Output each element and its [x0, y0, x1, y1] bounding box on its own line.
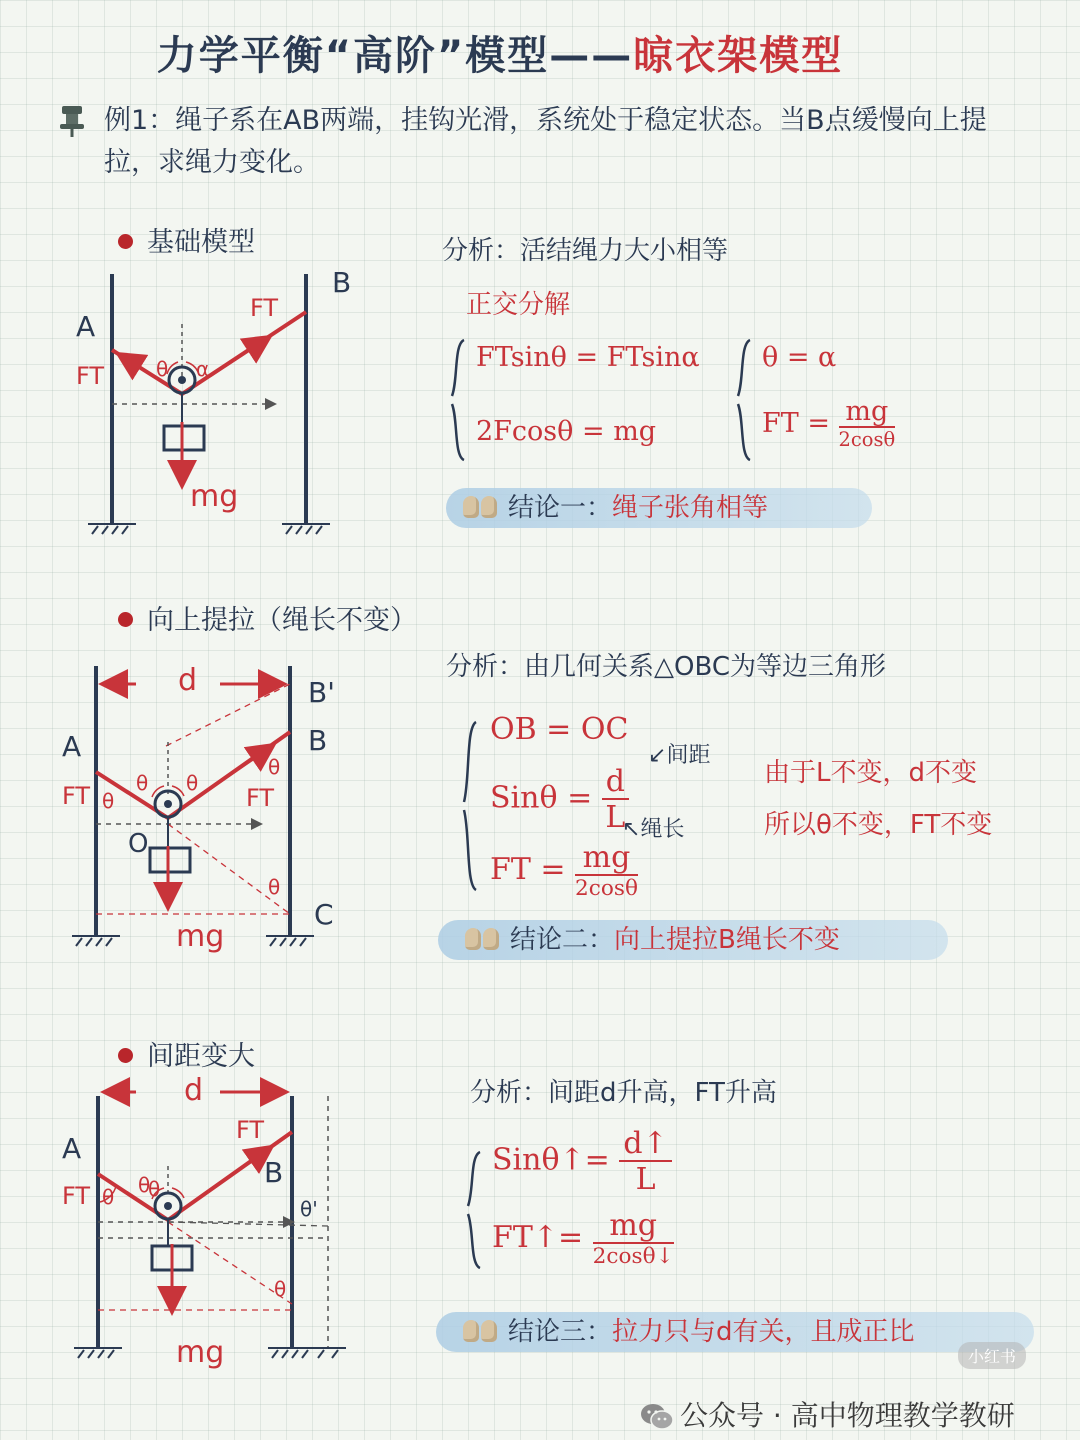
section2-brace — [458, 718, 480, 894]
section1-eq2: 2Fcosθ = mg — [476, 416, 657, 447]
rope — [112, 312, 306, 394]
label-B-prime: B' — [308, 676, 335, 709]
bullet-icon — [118, 234, 133, 249]
bullet-icon — [118, 1048, 133, 1063]
force-arrow-right — [196, 1148, 270, 1200]
section3-eq1: Sinθ↑= $\frac{d↑}{L}$ — [492, 1128, 672, 1195]
footer-account: 公众号 · 高中物理教学教研 — [640, 1394, 1015, 1434]
section3-eq2: FT↑= $\frac{mg}{2\cos\theta↓}$ — [492, 1208, 674, 1269]
section2-note1: 由于L不变，d不变 — [764, 758, 977, 788]
ground-left — [74, 1348, 122, 1358]
label-O: O — [128, 829, 149, 859]
label-B: B — [332, 266, 352, 299]
section1-heading — [118, 220, 255, 259]
label-rope-length: ↖绳长 — [622, 817, 685, 842]
bulb-icon — [465, 928, 481, 950]
title-main: 力学平衡“高阶”模型—— — [156, 33, 634, 79]
ground-right — [268, 1348, 346, 1358]
svg-text:θ: θ — [274, 1277, 287, 1301]
section2-diagram — [56, 656, 356, 986]
label-A: A — [62, 1132, 82, 1165]
label-B: B — [308, 724, 328, 757]
label-mg: mg — [190, 479, 239, 514]
label-d: d — [184, 1073, 204, 1108]
section1-brace-right — [732, 336, 754, 464]
bulb-icon — [463, 496, 479, 518]
label-d: d — [178, 663, 198, 698]
section1-diagram — [70, 262, 390, 552]
section2-analysis: 分析：由几何关系△OBC为等边三角形 — [446, 652, 886, 682]
svg-text:θ: θ — [148, 1177, 161, 1201]
section3-brace — [462, 1148, 484, 1272]
label-theta: θ — [102, 1185, 115, 1209]
section1-eq3: θ = α — [762, 342, 837, 373]
ground-right — [282, 524, 330, 534]
bullet-icon — [118, 612, 133, 627]
label-theta: θ — [136, 771, 149, 795]
watermark: 小红书 — [958, 1342, 1026, 1369]
label-mg: mg — [176, 1335, 225, 1370]
section1-brace-left — [446, 336, 468, 464]
section3-diagram — [56, 1072, 356, 1392]
label-theta-prime: θ' — [300, 1197, 318, 1221]
wechat-icon — [640, 1403, 674, 1431]
label-gap: ↙间距 — [648, 743, 711, 768]
bulb-icon — [481, 496, 497, 518]
section1-heading-text: 基础模型 — [147, 227, 255, 258]
section3-conclusion: 结论三：拉力只与d有关，且成正比 — [436, 1312, 1034, 1352]
label-alpha: α — [196, 357, 210, 381]
section1-eq1: FTsinθ = FTsinα — [476, 342, 700, 373]
label-FT-right: FT — [236, 1116, 265, 1144]
title-highlight: 晾衣架模型 — [633, 33, 844, 79]
pin-icon — [58, 104, 86, 138]
section2-conclusion: 结论二：向上提拉B绳长不变 — [438, 920, 948, 960]
bulb-icon — [483, 928, 499, 950]
label-B: B — [264, 1156, 284, 1189]
ground-left — [72, 936, 120, 946]
label-A: A — [76, 310, 96, 343]
svg-text:θ: θ — [268, 875, 281, 899]
section1-analysis: 分析：活结绳力大小相等 — [442, 236, 729, 266]
section2-eq3: FT = $\frac{mg}{2\cos\theta}$ — [490, 840, 638, 901]
section2-note2: 所以θ不变，FT不变 — [764, 810, 993, 840]
section2-eq2: Sinθ = $\frac{d}{L}$ — [490, 766, 629, 833]
ground-left — [88, 524, 136, 534]
section2-eq1: OB = OC — [490, 712, 629, 747]
svg-text:θ: θ — [138, 1173, 151, 1197]
svg-text:θ: θ — [268, 755, 281, 779]
section2-heading-text: 向上提拉（绳长不变） — [147, 605, 417, 636]
section3-analysis: 分析：间距d升高，FT升高 — [470, 1078, 777, 1108]
label-mg: mg — [176, 919, 225, 954]
section3-heading — [118, 1034, 255, 1073]
label-C: C — [314, 898, 334, 931]
label-FT-right: FT — [250, 294, 279, 322]
label-FT-left: FT — [62, 1182, 91, 1210]
label-theta: θ — [156, 357, 169, 381]
force-arrow-right — [210, 338, 268, 376]
weight-box — [164, 426, 204, 450]
section1-method: 正交分解 — [466, 290, 571, 320]
section1-eq4: FT = $\frac{mg}{2\cos\theta}$ — [762, 396, 896, 452]
label-FT-left: FT — [76, 362, 105, 390]
rope — [98, 1132, 292, 1220]
section1-conclusion: 结论一：绳子张角相等 — [446, 488, 872, 528]
page-title — [0, 24, 1000, 81]
label-A: A — [62, 730, 82, 763]
svg-text:θ: θ — [102, 789, 115, 813]
label-FT-right: FT — [246, 784, 275, 812]
section3-heading-text: 间距变大 — [147, 1041, 255, 1072]
svg-text:θ: θ — [186, 771, 199, 795]
ground-right — [266, 936, 314, 946]
label-FT-left: FT — [62, 782, 91, 810]
bulb-icon — [463, 1320, 479, 1342]
bulb-icon — [481, 1320, 497, 1342]
weight-box — [150, 848, 190, 872]
section2-heading — [118, 598, 417, 637]
problem-statement: 例1：绳子系在AB两端，挂钩光滑，系统处于稳定状态。当B点缓慢向上提拉，求绳力变化。 — [104, 105, 987, 178]
